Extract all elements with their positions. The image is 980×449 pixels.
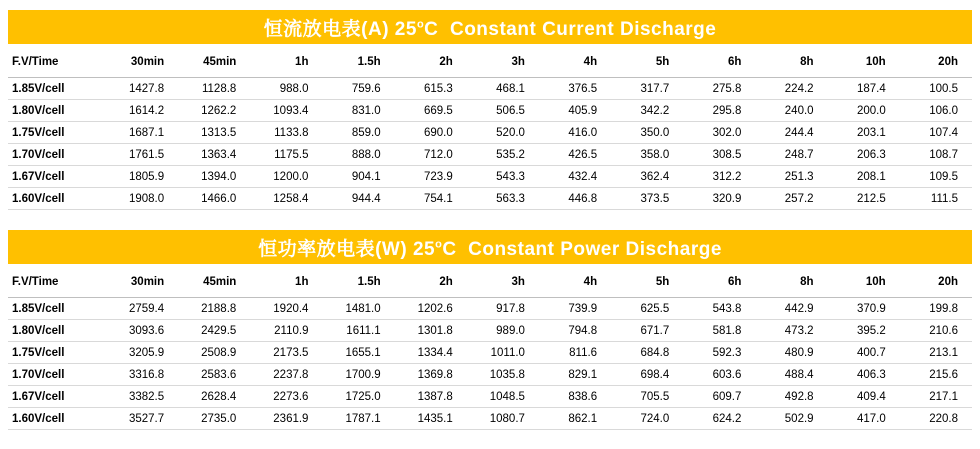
cell-value: 2188.8 bbox=[178, 298, 250, 320]
title-cn-text: 恒流放电表(A) 25 bbox=[263, 18, 417, 40]
cell-value: 417.0 bbox=[828, 408, 900, 430]
title-cn-text: 恒功率放电表(W) 25 bbox=[258, 238, 436, 260]
cell-value: 669.5 bbox=[395, 100, 467, 122]
cell-value: 107.4 bbox=[900, 122, 972, 144]
cell-value: 690.0 bbox=[395, 122, 467, 144]
cell-value: 373.5 bbox=[611, 188, 683, 210]
constant-current-discharge-block bbox=[0, 10, 980, 210]
cell-value: 409.4 bbox=[828, 386, 900, 408]
cell-value: 220.8 bbox=[900, 408, 972, 430]
cell-value: 1175.5 bbox=[250, 144, 322, 166]
cell-value: 210.6 bbox=[900, 320, 972, 342]
cell-value: 206.3 bbox=[828, 144, 900, 166]
header-cell-1h: 1h bbox=[250, 44, 322, 78]
cell-value: 248.7 bbox=[755, 144, 827, 166]
title-en-text: Constant Power Discharge bbox=[468, 238, 722, 260]
header-cell-fv-time: F.V/Time bbox=[8, 44, 106, 78]
table-row bbox=[8, 386, 972, 408]
cell-value: 1133.8 bbox=[250, 122, 322, 144]
row-label: 1.70V/cell bbox=[8, 364, 106, 386]
cell-value: 468.1 bbox=[467, 78, 539, 100]
cell-value: 829.1 bbox=[539, 364, 611, 386]
cell-value: 989.0 bbox=[467, 320, 539, 342]
header-cell-6h: 6h bbox=[683, 264, 755, 298]
cell-value: 2429.5 bbox=[178, 320, 250, 342]
row-label: 1.85V/cell bbox=[8, 78, 106, 100]
cell-value: 794.8 bbox=[539, 320, 611, 342]
cell-value: 609.7 bbox=[683, 386, 755, 408]
cell-value: 203.1 bbox=[828, 122, 900, 144]
cell-value: 1614.2 bbox=[106, 100, 178, 122]
cell-value: 625.5 bbox=[611, 298, 683, 320]
cell-value: 671.7 bbox=[611, 320, 683, 342]
cell-value: 312.2 bbox=[683, 166, 755, 188]
cell-value: 208.1 bbox=[828, 166, 900, 188]
cell-value: 535.2 bbox=[467, 144, 539, 166]
row-label: 1.60V/cell bbox=[8, 408, 106, 430]
cell-value: 187.4 bbox=[828, 78, 900, 100]
cell-value: 416.0 bbox=[539, 122, 611, 144]
cell-value: 224.2 bbox=[755, 78, 827, 100]
header-cell-4h: 4h bbox=[539, 44, 611, 78]
row-label: 1.80V/cell bbox=[8, 320, 106, 342]
cell-value: 1093.4 bbox=[250, 100, 322, 122]
cell-value: 3527.7 bbox=[106, 408, 178, 430]
cell-value: 684.8 bbox=[611, 342, 683, 364]
cell-value: 342.2 bbox=[611, 100, 683, 122]
cell-value: 1048.5 bbox=[467, 386, 539, 408]
cell-value: 358.0 bbox=[611, 144, 683, 166]
cell-value: 1369.8 bbox=[395, 364, 467, 386]
cell-value: 543.3 bbox=[467, 166, 539, 188]
cell-value: 1301.8 bbox=[395, 320, 467, 342]
cell-value: 543.8 bbox=[683, 298, 755, 320]
cell-value: 1011.0 bbox=[467, 342, 539, 364]
header-cell-5h: 5h bbox=[611, 264, 683, 298]
cell-value: 1427.8 bbox=[106, 78, 178, 100]
cell-value: 1481.0 bbox=[322, 298, 394, 320]
table-row bbox=[8, 364, 972, 386]
cell-value: 432.4 bbox=[539, 166, 611, 188]
cell-value: 723.9 bbox=[395, 166, 467, 188]
cell-value: 603.6 bbox=[683, 364, 755, 386]
header-cell-1-5h: 1.5h bbox=[322, 44, 394, 78]
constant-current-title bbox=[264, 14, 717, 41]
cell-value: 308.5 bbox=[683, 144, 755, 166]
table-header-row bbox=[8, 264, 972, 298]
row-label: 1.60V/cell bbox=[8, 188, 106, 210]
header-cell-20h: 20h bbox=[900, 264, 972, 298]
cell-value: 3205.9 bbox=[106, 342, 178, 364]
header-cell-6h: 6h bbox=[683, 44, 755, 78]
cell-value: 109.5 bbox=[900, 166, 972, 188]
row-label: 1.75V/cell bbox=[8, 122, 106, 144]
cell-value: 106.0 bbox=[900, 100, 972, 122]
cell-value: 1035.8 bbox=[467, 364, 539, 386]
cell-value: 405.9 bbox=[539, 100, 611, 122]
cell-value: 859.0 bbox=[322, 122, 394, 144]
header-cell-1-5h: 1.5h bbox=[322, 264, 394, 298]
cell-value: 1655.1 bbox=[322, 342, 394, 364]
header-cell-5h: 5h bbox=[611, 44, 683, 78]
cell-value: 275.8 bbox=[683, 78, 755, 100]
table-row bbox=[8, 298, 972, 320]
cell-value: 1363.4 bbox=[178, 144, 250, 166]
header-cell-2h: 2h bbox=[395, 44, 467, 78]
table-row bbox=[8, 166, 972, 188]
celsius-letter: C bbox=[442, 238, 457, 260]
cell-value: 724.0 bbox=[611, 408, 683, 430]
cell-value: 1687.1 bbox=[106, 122, 178, 144]
cell-value: 811.6 bbox=[539, 342, 611, 364]
header-cell-fv-time: F.V/Time bbox=[8, 264, 106, 298]
cell-value: 376.5 bbox=[539, 78, 611, 100]
cell-value: 3316.8 bbox=[106, 364, 178, 386]
cell-value: 2361.9 bbox=[250, 408, 322, 430]
cell-value: 215.6 bbox=[900, 364, 972, 386]
cell-value: 244.4 bbox=[755, 122, 827, 144]
cell-value: 217.1 bbox=[900, 386, 972, 408]
cell-value: 2237.8 bbox=[250, 364, 322, 386]
row-label: 1.67V/cell bbox=[8, 166, 106, 188]
degree-symbol: o bbox=[416, 18, 425, 31]
row-label: 1.80V/cell bbox=[8, 100, 106, 122]
cell-value: 1262.2 bbox=[178, 100, 250, 122]
cell-value: 1761.5 bbox=[106, 144, 178, 166]
cell-value: 100.5 bbox=[900, 78, 972, 100]
cell-value: 426.5 bbox=[539, 144, 611, 166]
cell-value: 624.2 bbox=[683, 408, 755, 430]
cell-value: 488.4 bbox=[755, 364, 827, 386]
cell-value: 492.8 bbox=[755, 386, 827, 408]
cell-value: 370.9 bbox=[828, 298, 900, 320]
constant-current-title-bar bbox=[8, 10, 972, 44]
cell-value: 705.5 bbox=[611, 386, 683, 408]
cell-value: 395.2 bbox=[828, 320, 900, 342]
cell-value: 698.4 bbox=[611, 364, 683, 386]
cell-value: 302.0 bbox=[683, 122, 755, 144]
cell-value: 362.4 bbox=[611, 166, 683, 188]
cell-value: 240.0 bbox=[755, 100, 827, 122]
cell-value: 1466.0 bbox=[178, 188, 250, 210]
cell-value: 944.4 bbox=[322, 188, 394, 210]
header-cell-20h: 20h bbox=[900, 44, 972, 78]
cell-value: 520.0 bbox=[467, 122, 539, 144]
table-row bbox=[8, 122, 972, 144]
cell-value: 1787.1 bbox=[322, 408, 394, 430]
cell-value: 446.8 bbox=[539, 188, 611, 210]
degree-symbol: o bbox=[435, 238, 443, 251]
table-row bbox=[8, 78, 972, 100]
table-row bbox=[8, 100, 972, 122]
cell-value: 563.3 bbox=[467, 188, 539, 210]
cell-value: 2110.9 bbox=[250, 320, 322, 342]
cell-value: 904.1 bbox=[322, 166, 394, 188]
cell-value: 473.2 bbox=[755, 320, 827, 342]
cell-value: 320.9 bbox=[683, 188, 755, 210]
cell-value: 317.7 bbox=[611, 78, 683, 100]
constant-power-table bbox=[8, 264, 972, 430]
cell-value: 1202.6 bbox=[395, 298, 467, 320]
header-cell-2h: 2h bbox=[395, 264, 467, 298]
constant-current-table bbox=[8, 44, 972, 210]
cell-value: 350.0 bbox=[611, 122, 683, 144]
header-cell-10h: 10h bbox=[828, 44, 900, 78]
header-cell-3h: 3h bbox=[467, 44, 539, 78]
cell-value: 502.9 bbox=[755, 408, 827, 430]
cell-value: 212.5 bbox=[828, 188, 900, 210]
cell-value: 251.3 bbox=[755, 166, 827, 188]
cell-value: 1805.9 bbox=[106, 166, 178, 188]
cell-value: 2735.0 bbox=[178, 408, 250, 430]
cell-value: 888.0 bbox=[322, 144, 394, 166]
cell-value: 199.8 bbox=[900, 298, 972, 320]
cell-value: 1200.0 bbox=[250, 166, 322, 188]
constant-power-title bbox=[258, 234, 722, 261]
cell-value: 1387.8 bbox=[395, 386, 467, 408]
cell-value: 1394.0 bbox=[178, 166, 250, 188]
cell-value: 3093.6 bbox=[106, 320, 178, 342]
cell-value: 592.3 bbox=[683, 342, 755, 364]
table-header-row bbox=[8, 44, 972, 78]
header-cell-4h: 4h bbox=[539, 264, 611, 298]
header-cell-1h: 1h bbox=[250, 264, 322, 298]
cell-value: 2508.9 bbox=[178, 342, 250, 364]
header-cell-30min: 30min bbox=[106, 44, 178, 78]
table-row bbox=[8, 188, 972, 210]
cell-value: 1725.0 bbox=[322, 386, 394, 408]
cell-value: 295.8 bbox=[683, 100, 755, 122]
cell-value: 831.0 bbox=[322, 100, 394, 122]
cell-value: 754.1 bbox=[395, 188, 467, 210]
table-row bbox=[8, 320, 972, 342]
celsius-letter: C bbox=[424, 18, 439, 40]
cell-value: 615.3 bbox=[395, 78, 467, 100]
cell-value: 862.1 bbox=[539, 408, 611, 430]
cell-value: 2759.4 bbox=[106, 298, 178, 320]
cell-value: 406.3 bbox=[828, 364, 900, 386]
cell-value: 506.5 bbox=[467, 100, 539, 122]
cell-value: 1128.8 bbox=[178, 78, 250, 100]
cell-value: 213.1 bbox=[900, 342, 972, 364]
header-cell-8h: 8h bbox=[755, 44, 827, 78]
row-label: 1.67V/cell bbox=[8, 386, 106, 408]
cell-value: 1611.1 bbox=[322, 320, 394, 342]
cell-value: 2628.4 bbox=[178, 386, 250, 408]
cell-value: 3382.5 bbox=[106, 386, 178, 408]
header-cell-45min: 45min bbox=[178, 44, 250, 78]
table-row bbox=[8, 144, 972, 166]
cell-value: 400.7 bbox=[828, 342, 900, 364]
header-cell-30min: 30min bbox=[106, 264, 178, 298]
row-label: 1.85V/cell bbox=[8, 298, 106, 320]
cell-value: 442.9 bbox=[755, 298, 827, 320]
cell-value: 1080.7 bbox=[467, 408, 539, 430]
cell-value: 1258.4 bbox=[250, 188, 322, 210]
header-cell-45min: 45min bbox=[178, 264, 250, 298]
cell-value: 2173.5 bbox=[250, 342, 322, 364]
cell-value: 1700.9 bbox=[322, 364, 394, 386]
cell-value: 759.6 bbox=[322, 78, 394, 100]
cell-value: 200.0 bbox=[828, 100, 900, 122]
constant-power-discharge-block bbox=[0, 230, 980, 430]
cell-value: 2583.6 bbox=[178, 364, 250, 386]
header-cell-10h: 10h bbox=[828, 264, 900, 298]
constant-power-title-bar bbox=[8, 230, 972, 264]
header-cell-3h: 3h bbox=[467, 264, 539, 298]
cell-value: 988.0 bbox=[250, 78, 322, 100]
cell-value: 108.7 bbox=[900, 144, 972, 166]
cell-value: 480.9 bbox=[755, 342, 827, 364]
cell-value: 2273.6 bbox=[250, 386, 322, 408]
cell-value: 1334.4 bbox=[395, 342, 467, 364]
cell-value: 1313.5 bbox=[178, 122, 250, 144]
table-row bbox=[8, 408, 972, 430]
cell-value: 1920.4 bbox=[250, 298, 322, 320]
header-cell-8h: 8h bbox=[755, 264, 827, 298]
row-label: 1.70V/cell bbox=[8, 144, 106, 166]
cell-value: 1435.1 bbox=[395, 408, 467, 430]
table-row bbox=[8, 342, 972, 364]
row-label: 1.75V/cell bbox=[8, 342, 106, 364]
cell-value: 838.6 bbox=[539, 386, 611, 408]
cell-value: 581.8 bbox=[683, 320, 755, 342]
discharge-tables-page bbox=[0, 10, 980, 449]
cell-value: 1908.0 bbox=[106, 188, 178, 210]
cell-value: 917.8 bbox=[467, 298, 539, 320]
cell-value: 712.0 bbox=[395, 144, 467, 166]
cell-value: 739.9 bbox=[539, 298, 611, 320]
cell-value: 111.5 bbox=[900, 188, 972, 210]
cell-value: 257.2 bbox=[755, 188, 827, 210]
title-en-text: Constant Current Discharge bbox=[449, 18, 717, 40]
